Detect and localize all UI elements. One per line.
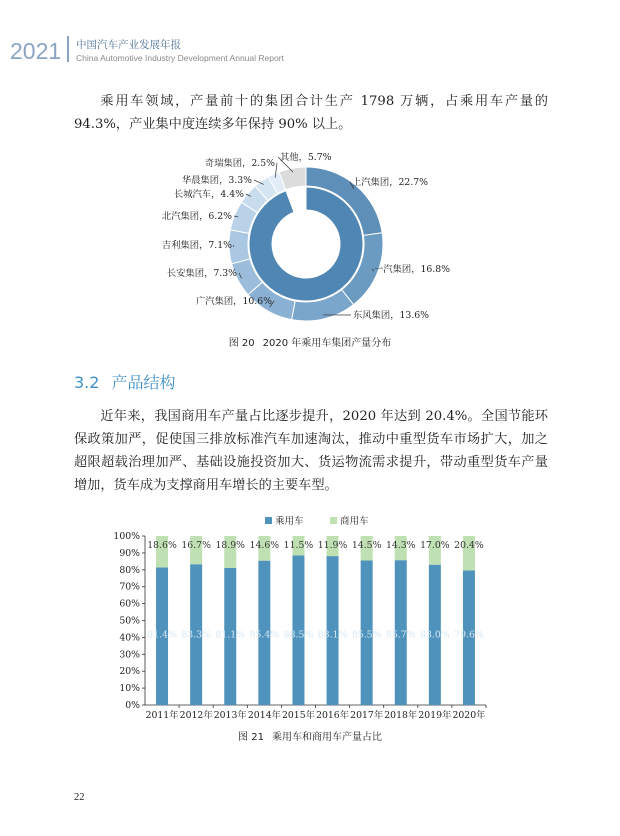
slice-label: 长城汽车，4.4% [173,189,244,200]
figure-20-title: 2020 年乘用车集团产量分布 [262,338,392,349]
figure-21-title: 乘用车和商用车产量占比 [271,732,382,743]
bar-label-commercial: 17.0% [420,539,450,551]
donut-center-label: 94.3% [291,258,321,269]
x-tick-label: 2016年 [316,710,350,721]
bar-label-commercial: 16.7% [181,539,211,551]
page-number: 22 [74,792,85,803]
y-tick-label: 50% [119,615,140,627]
x-tick-label: 2014年 [247,710,281,721]
slice-label: 长安集团，7.3% [166,268,237,279]
slice-label: 吉利集团，7.1% [161,240,232,251]
bar-label-commercial: 11.5% [283,539,314,551]
bar-label-passenger: 85.4% [249,629,280,641]
slice-label: 一汽集团，16.8% [374,264,451,275]
header-title-cn: 中国汽车产业发展年报 [76,39,181,51]
bar-label-commercial: 18.6% [147,539,177,551]
slice-label: 上汽集团，22.7% [352,177,429,188]
bar-label-passenger: 79.6% [454,629,484,641]
section-number: 3.2 [74,373,100,392]
y-tick-label: 60% [119,598,140,610]
y-tick-label: 100% [113,531,140,542]
x-tick-label: 2018年 [384,710,418,721]
header-title-en: China Automotive Industry Development Annual Report [76,53,284,63]
y-tick-label: 0% [125,700,140,711]
legend-swatch [330,517,337,524]
bar-label-passenger: 83.3% [181,629,211,641]
slice-label: 东风集团，13.6% [353,310,430,321]
figure-21-number: 图 21 [238,732,264,743]
y-tick-label: 80% [119,564,140,576]
bar-label-passenger: 85.5% [351,629,382,641]
x-tick-label: 2013年 [213,710,247,721]
paragraph-product-structure: 近年来，我国商用车产量占比逐步提升，2020 年达到 20.4%。全国节能环保政策加严，促使国三排放标准汽车加速淘汰，推动中重型货车市场扩大，加之超限超载治理加严、基础设施投资加大、货运物流需求提升，带动重型货车产量增加，货车成为支撑商用车增长的主要车型。 [74,409,548,493]
bar-label-passenger: 83.0% [420,629,450,641]
bar-label-commercial: 14.6% [249,539,280,551]
bar-label-commercial: 11.9% [317,539,348,551]
legend-label: 乘用车 [275,516,304,527]
section-title: 产品结构 [111,373,176,392]
slice-label: 奇瑞集团，2.5% [204,158,275,169]
bar-label-passenger: 85.7% [385,629,416,641]
x-tick-label: 2017年 [350,710,384,721]
slice-label: 广汽集团，10.6% [195,296,272,307]
bar-label-commercial: 20.4% [454,539,484,551]
x-tick-label: 2011年 [145,710,179,721]
bar-label-passenger: 88.1% [317,629,348,641]
y-tick-label: 70% [119,581,140,593]
y-tick-label: 30% [119,649,140,661]
bar-label-commercial: 14.3% [385,539,416,551]
paragraph-passenger-groups: 乘用车领域，产量前十的集团合计生产 1798 万辆，占乘用车产量的 94.3%，产业集中度连续多年保持 90% 以上。 [74,94,548,132]
x-tick-label: 2019年 [418,710,452,721]
x-tick-label: 2012年 [179,710,213,721]
y-tick-label: 20% [119,666,140,678]
slice-label: 北汽集团，6.2% [161,211,232,222]
bar-label-commercial: 14.5% [351,539,382,551]
y-tick-label: 40% [119,632,140,644]
bar-label-passenger: 88.5% [283,629,314,641]
y-tick-label: 90% [119,547,140,559]
slice-label: 华晨集团，3.3% [181,175,252,186]
legend-label: 商用车 [340,516,369,527]
y-tick-label: 10% [119,683,140,695]
bar-label-commercial: 18.9% [215,539,246,551]
x-tick-label: 2015年 [281,710,315,721]
header-year: 2021 [10,38,62,64]
figure-20-number: 图 20 [228,338,255,349]
bar-label-passenger: 81.1% [215,629,246,641]
figure-21-caption [0,728,620,743]
legend-swatch [265,517,272,524]
bar-label-passenger: 81.4% [147,629,177,641]
x-tick-label: 2020年 [452,710,486,721]
slice-label: 其他，5.7% [280,152,332,163]
